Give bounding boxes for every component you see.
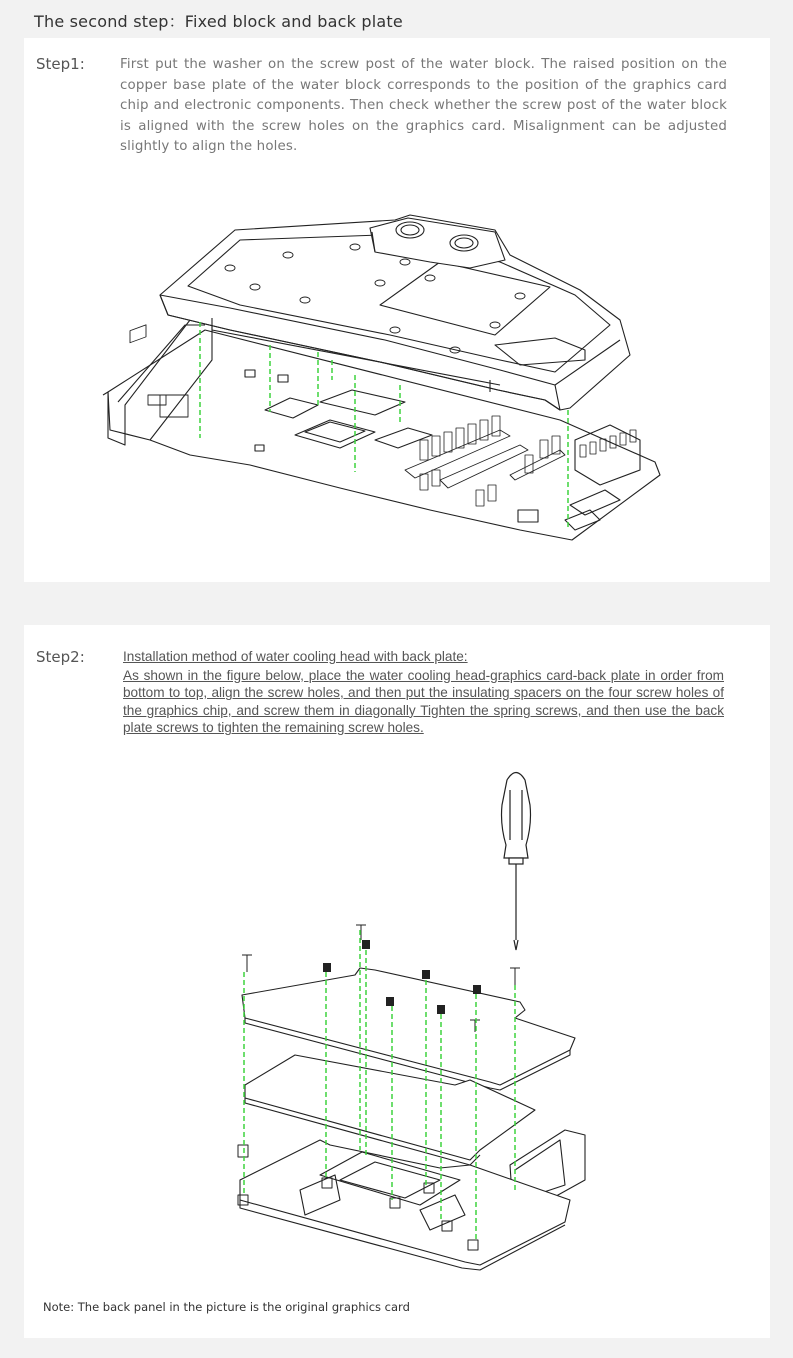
step2-heading: Installation method of water cooling head with back plate:: [123, 649, 468, 664]
section-title: The second step：Fixed block and back plate: [34, 12, 403, 31]
screwdriver-icon: [502, 773, 531, 951]
step2-label: Step2:: [36, 648, 85, 666]
note-text: Note: The back panel in the picture is the original graphics card: [43, 1300, 410, 1314]
step1-text: First put the washer on the screw post of the water block. The raised position on the copper base plate of the water block corresponds to the position of the graphics card chip and electronic components. Then check whether the screw post of the water block is aligned with the screw holes on the graphics card. Misalignment can be adjusted slightly to align the holes.: [120, 57, 727, 154]
step2-body: As shown in the figure below, place the water cooling head-graphics card-back plate in order from bottom to top, align the screw holes, and then put the insulating spacers on the four screw holes of the graphics chip, and screw them in diagonally Tighten the spring screws, and then use the back plate screws to tighten the remaining screw holes.: [123, 667, 724, 736]
step1-label: Step1:: [36, 55, 85, 73]
